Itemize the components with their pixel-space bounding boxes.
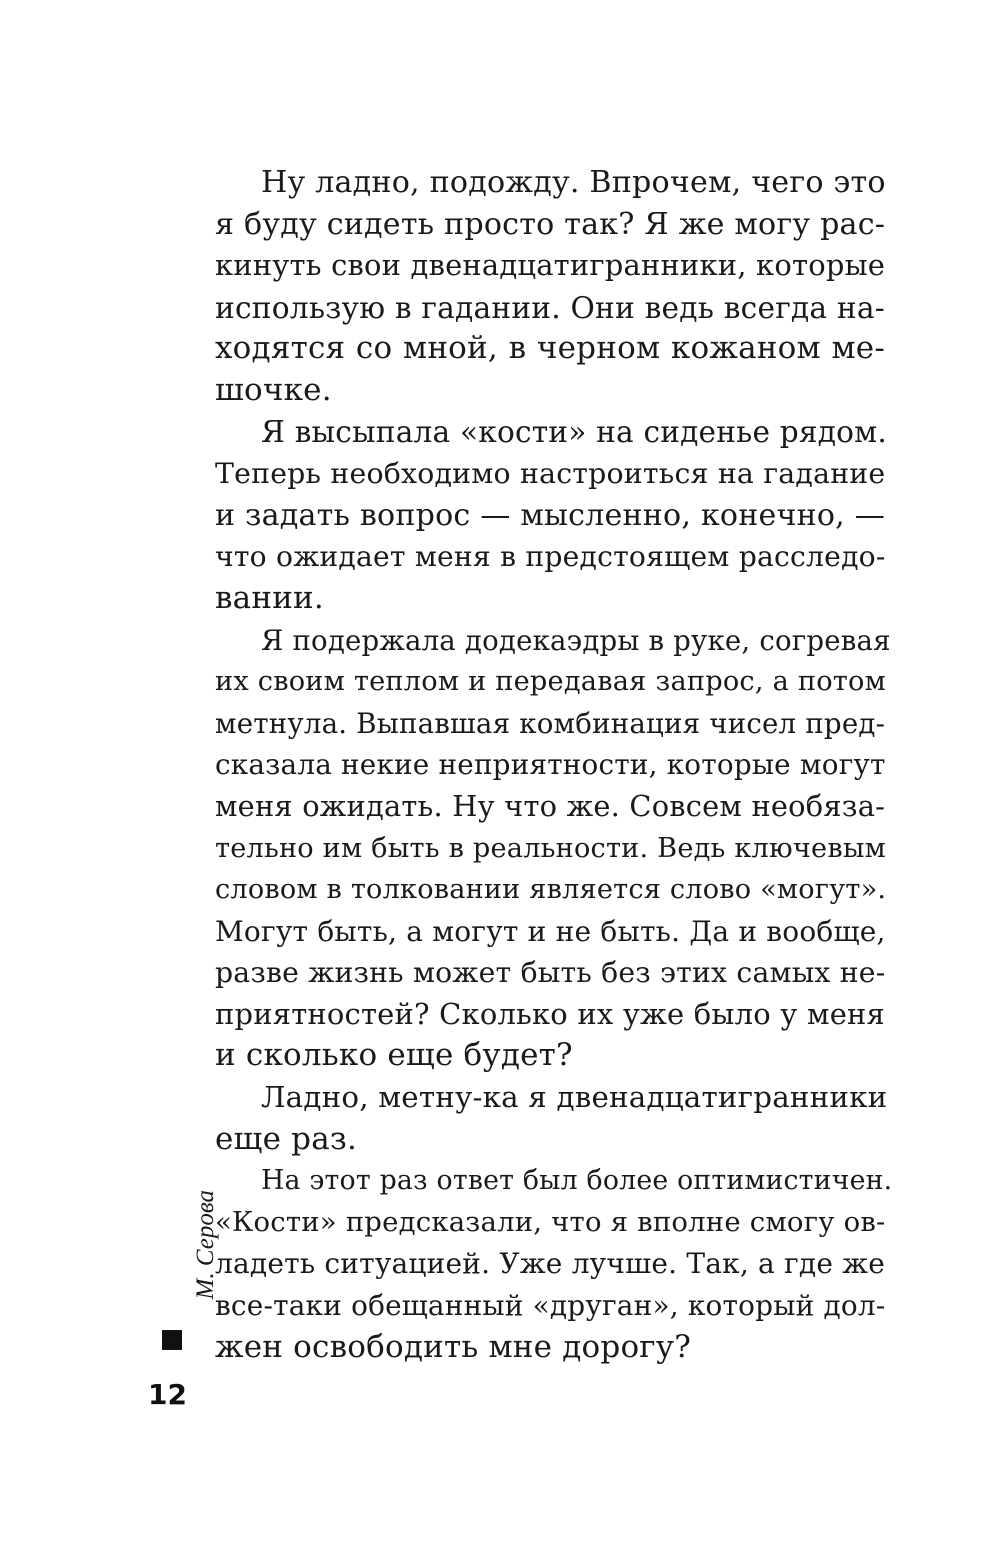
text-line: тельно им быть в реальности. Ведь ключевым xyxy=(215,832,886,864)
text-line: что ожидает меня в предстоящем расследо- xyxy=(215,540,886,574)
text-line: жен освободить мне дорогу? xyxy=(215,1328,692,1365)
text-line: Ну ладно, подожду. Впрочем, чего это xyxy=(261,165,886,200)
text-line: Ладно, метну-ка я двенадцатигранники xyxy=(261,1080,888,1115)
page-number: 12 xyxy=(148,1378,187,1411)
text-line: метнула. Выпавшая комбинация чисел пред- xyxy=(215,706,886,740)
text-line: и задать вопрос — мысленно, конечно, — xyxy=(215,497,885,533)
text-line: использую в гадании. Они ведь всегда на- xyxy=(215,289,885,325)
text-line: Я подержала додекаэдры в руке, согревая xyxy=(261,623,891,657)
text-line: я буду сидеть просто так? Я же могу рас- xyxy=(215,206,886,242)
text-line: разве жизнь может быть без этих самых не- xyxy=(215,956,886,990)
text-line: ладеть ситуацией. Уже лучше. Так, а где же xyxy=(215,1247,886,1281)
text-line: «Кости» предсказали, что я вполне смогу ов- xyxy=(215,1205,886,1238)
body-text xyxy=(215,162,893,1368)
text-line: ходятся со мной, в черном кожаном ме- xyxy=(215,330,885,367)
text-line: словом в толковании является слово «могут». xyxy=(215,874,887,906)
text-line: шочке. xyxy=(215,371,332,408)
text-line: Могут быть, а могут и не быть. Да и вообще, xyxy=(215,914,886,948)
text-line: и сколько еще будет? xyxy=(215,1037,573,1074)
section-marker-square xyxy=(162,1330,182,1350)
author-running-head: М. Серова xyxy=(192,1190,219,1300)
text-line: сказала некие неприятности, которые могут xyxy=(215,748,886,782)
text-line: их своим теплом и передавая запрос, а потом xyxy=(215,666,887,698)
text-line: кинуть свои двенадцатигранники, которые xyxy=(215,248,886,283)
text-line: еще раз. xyxy=(215,1120,358,1157)
text-line: все-таки обещанный «друган», который дол- xyxy=(215,1289,886,1323)
text-line: меня ожидать. Ну что же. Совсем необяза- xyxy=(215,788,886,823)
text-line: Теперь необходимо настроиться на гадание xyxy=(215,457,886,491)
text-line: вании. xyxy=(215,579,324,616)
text-line: Я высыпала «кости» на сиденье рядом. xyxy=(261,414,887,449)
text-line: приятностей? Сколько их уже было у меня xyxy=(215,996,885,1031)
text-line: На этот раз ответ был более оптимистичен. xyxy=(261,1165,893,1197)
